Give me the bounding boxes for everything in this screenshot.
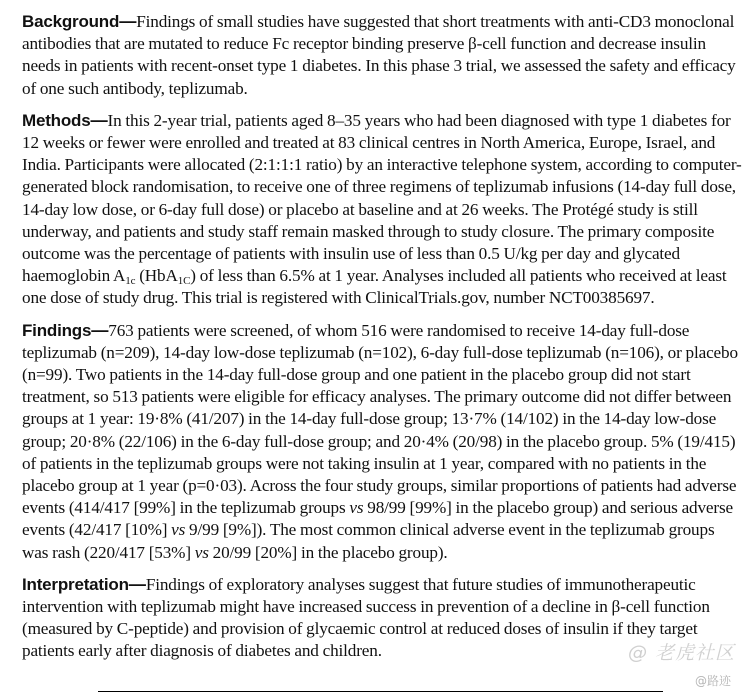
heading-dash: — xyxy=(128,573,146,594)
interpretation-heading: Interpretation xyxy=(22,574,129,594)
findings-text: 98/99 [99%] in the placebo group) and serious adverse events (42/417 [10%] xyxy=(22,498,734,540)
heading-dash: — xyxy=(90,109,108,130)
methods-heading: Methods xyxy=(22,110,91,130)
background-section xyxy=(22,10,742,100)
versus-italic: vs xyxy=(349,498,364,518)
methods-section xyxy=(22,109,742,310)
abstract xyxy=(22,10,742,672)
versus-italic: vs xyxy=(194,542,209,562)
heading-dash: — xyxy=(119,11,137,31)
findings-section xyxy=(22,319,742,564)
findings-heading: Findings xyxy=(22,320,92,340)
findings-text: 763 patients were screened, of whom 516 were randomised to receive 14-day full-dose teplizumab (n=209), 14-day low-dose teplizumab (n=102), 6-day full-dose teplizumab (n=106), or placebo (n=99). Two patients in the 14-day full-dose group and one patient in the placebo group did not start treatment, so 513 patients were eligible for efficacy analyses. The primary outcome did not differ between groups at 1 year: 19·8% (41/207) in the 14-day full-dose group; 13·7% (14/102) in the 14-day low-dose group; 20·8% (22/106) in the 6-day full-dose group; and 20·4% (20/98) in the placebo group. 5% (19/415) of patients in the teplizumab groups were not taking insulin at 1 year, compared with no patients in the placebo group at 1 year (p=0·03). Across the four study groups, similar proportions of patients had adverse events (414/417 [99%] in the teplizumab groups xyxy=(22,320,738,518)
methods-text: ) of less than 6.5% at 1 year. Analyses included all patients who received at least one dose of study drug. This trial is registered with ClinicalTrials.gov, number NCT00385697. xyxy=(22,266,727,308)
watermark: @ 老虎社区 xyxy=(628,642,736,664)
versus-italic: vs xyxy=(171,520,186,540)
background-text: Findings of small studies have suggested that short treatments with anti-CD3 monoclonal antibodies that are mutated to reduce Fc receptor binding preserve β-cell function and decrease insulin needs in patients with recent-onset type 1 diabetes. In this phase 3 trial, we assessed the safety and efficacy of one such antibody, teplizumab. xyxy=(22,12,736,98)
interpretation-text: Findings of exploratory analyses suggest that future studies of immunotherapeutic intervention with teplizumab might have increased success in prevention of a decline in β-cell function (measured by C-peptide) and provision of glycaemic control at reduced doses of insulin if they target patients early after diagnosis of diabetes and children. xyxy=(22,574,710,661)
heading-dash: — xyxy=(91,319,109,340)
subscript: 1C xyxy=(177,275,191,288)
subscript: 1c xyxy=(125,275,136,288)
watermark-author: @路迹 xyxy=(695,674,732,688)
findings-text: 9/99 [9%]). The most common clinical adverse event in the teplizumab groups was rash (220/417 [53%] xyxy=(22,520,715,562)
footer-rule xyxy=(98,691,663,692)
findings-text: 20/99 [20%] in the placebo group). xyxy=(208,542,448,562)
methods-text: (HbA xyxy=(135,266,178,286)
background-heading: Background xyxy=(22,12,120,31)
methods-text: In this 2-year trial, patients aged 8–35 years who had been diagnosed with type 1 diabetes for 12 weeks or fewer were enrolled and treated at 83 clinical centres in North America, Europe, Israel, and India. Participants were allocated (2:1:1:1 ratio) by an interactive telephone system, according to computer-generated block randomisation, to receive one of three regimens of teplizumab infusions (14-day full dose, 14-day low dose, or 6-day full dose) or placebo at baseline and at 26 weeks. The Protégé study is still underway, and patients and study staff remain masked through to study closure. The primary composite outcome was the percentage of patients with insulin use of less than 0.5 U/kg per day and glycated haemoglobin A xyxy=(22,110,742,286)
